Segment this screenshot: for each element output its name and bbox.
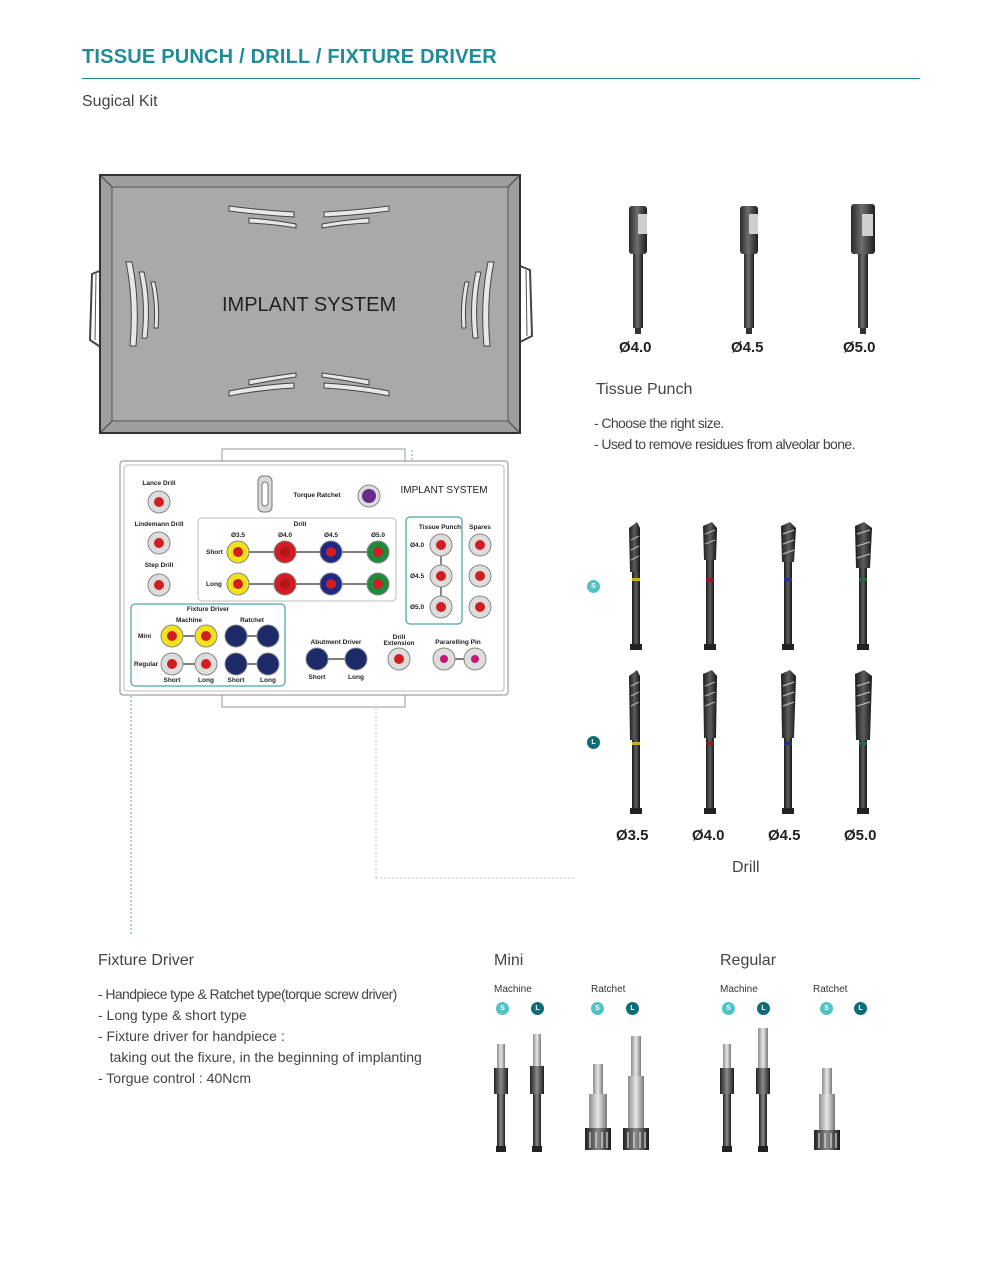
tissue-punch-5-0 [851,204,875,334]
fixture-driver-images [480,1022,880,1162]
tray-abutment-col: Short [308,674,326,681]
tray-drill-size: Ø5.0 [370,532,386,539]
regular-heading: Regular [720,952,777,969]
tray-fd-col-label: Long [260,677,276,684]
tray-fd-col-label: Short [227,677,245,684]
tissue-punch-heading: Tissue Punch [596,381,693,398]
tray-fd-col-label: Long [198,677,214,684]
short-badge-icon: S [722,1002,735,1015]
mini-ratchet-long-driver [623,1036,649,1150]
fixture-driver-bullet: - Torgue control : 40Ncm [98,1070,252,1086]
drill-size-label: Ø4.0 [692,827,725,844]
tray-label-lindemann-drill: Lindemann Drill [134,521,184,528]
drill-size-label: Ø5.0 [844,827,877,844]
short-drill-4-0 [703,522,717,650]
tray-punch-size: Ø5.0 [410,604,425,611]
long-badge-icon: L [757,1002,770,1015]
tray-abutment-col: Long [348,674,364,681]
tray-label-drill-extension-2: Extension [383,640,415,647]
tray-fd-row-label: Regular [134,661,159,668]
tray-brand: IMPLANT SYSTEM [400,485,488,496]
page-title: TISSUE PUNCH / DRILL / FIXTURE DRIVER [82,46,497,68]
regular-ratchet-driver [814,1068,840,1150]
tissue-punch-images [600,200,900,340]
short-badge-icon: S [591,1002,604,1015]
tray-drill-size: Ø4.0 [277,532,293,539]
tray-drill-row-label: Short [206,549,223,556]
tray-label-spares: Spares [469,524,491,531]
tissue-punch-4-0 [629,206,647,334]
drill-size-label: Ø3.5 [616,827,649,844]
tray-label-drill-extension: Drill [392,634,406,641]
short-badge-icon: S [496,1002,509,1015]
tray-label-lance-drill: Lance Drill [142,480,176,487]
regular-machine-label: Machine [720,984,758,995]
tray-label-step-drill: Step Drill [144,562,174,569]
fixture-driver-bullet: taking out the fixure, in the beginning of implanting [98,1049,422,1065]
tissue-punch-bullet: - Used to remove residues from alveolar bone. [594,436,855,452]
mini-ratchet-label: Ratchet [591,984,626,995]
regular-machine-long-driver [756,1028,770,1152]
mini-machine-label: Machine [494,984,532,995]
punch-size-label: Ø5.0 [843,339,876,356]
mini-heading: Mini [494,952,524,969]
tray-label-parallel-pin: Pararelling Pin [435,639,481,646]
mini-machine-short-driver [494,1044,508,1152]
mini-machine-long-driver [530,1034,544,1152]
fixture-driver-heading: Fixture Driver [98,952,195,969]
long-badge-icon: L [854,1002,867,1015]
tray-drill-size: Ø4.5 [323,532,339,539]
drill-images [610,520,880,820]
fixture-driver-bullet: - Long type & short type [98,1007,247,1023]
long-badge-icon: L [626,1002,639,1015]
punch-size-label: Ø4.0 [619,339,652,356]
drill-heading: Drill [732,859,760,876]
tray-drill-row-label: Long [206,581,222,588]
tray-punch-size: Ø4.5 [410,573,425,580]
tray-fd-row-label: Mini [138,633,151,640]
tray-label-tissue-punch: Tissue Punch [418,524,462,531]
short-badge-icon: S [820,1002,833,1015]
regular-machine-short-driver [720,1044,734,1152]
tray-label-torque-ratchet: Torque Ratchet [293,492,341,499]
long-badge-icon: L [587,736,600,749]
long-badge-icon: L [531,1002,544,1015]
page-subtitle: Sugical Kit [82,93,158,110]
tray-label-fixture-driver: Fixture Driver [186,606,230,613]
tray-label-drill: Drill [293,521,307,528]
kit-lid-label: IMPLANT SYSTEM [222,294,397,316]
short-drill-4-5 [781,522,796,650]
tray-punch-size: Ø4.0 [410,542,425,549]
tray-label-abutment-driver: Abutment Driver [310,639,362,646]
tray-drill-size: Ø3.5 [230,532,246,539]
fixture-driver-bullet: - Fixture driver for handpiece : [98,1028,285,1044]
short-drill-3-5 [629,522,642,650]
fixture-driver-bullet: - Handpiece type & Ratchet type(torque screw driver) [98,986,397,1002]
short-badge-icon: S [587,580,600,593]
regular-ratchet-label: Ratchet [813,984,848,995]
long-drill-4-0 [703,670,717,814]
long-drill-3-5 [629,670,642,814]
tray-label-ratchet: Ratchet [240,617,264,624]
drill-size-label: Ø4.5 [768,827,801,844]
tray-fd-col-label: Short [163,677,181,684]
tray-layout [118,448,510,708]
tray-label-machine: Machine [175,617,203,624]
mini-ratchet-short-driver [585,1064,611,1150]
tissue-punch-4-5 [740,206,758,334]
punch-size-label: Ø4.5 [731,339,764,356]
tissue-punch-bullet: - Choose the right size. [594,415,724,431]
short-drill-5-0 [855,522,872,650]
